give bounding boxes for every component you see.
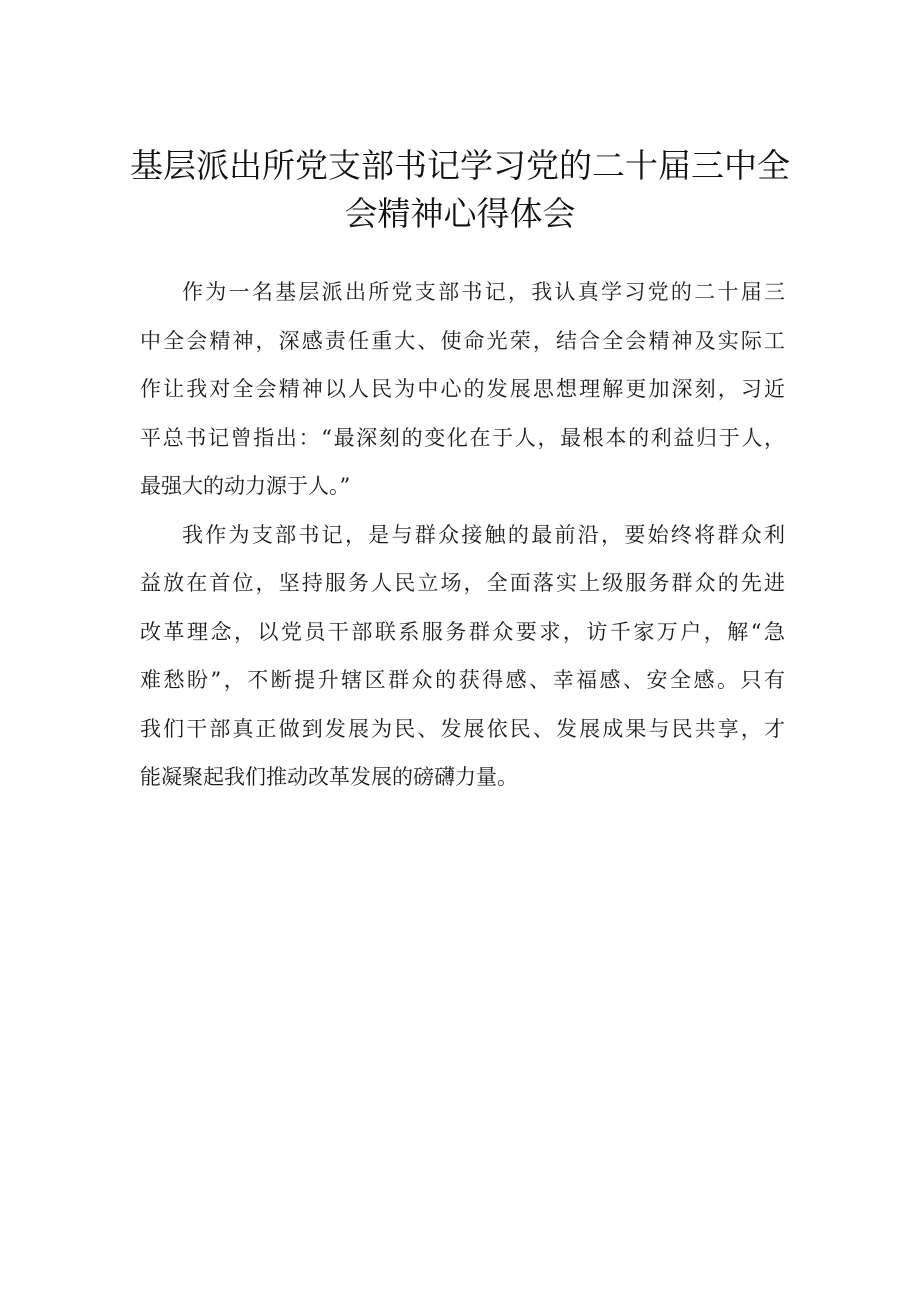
paragraph-line: 能凝聚起我们推动改革发展的磅礴力量。 (140, 765, 518, 789)
paragraph-line: 平总书记曾指出：“最深刻的变化在于人，最根本的利益归于人， (140, 425, 785, 450)
paragraph-line: 我作为支部书记，是与群众接触的最前沿，要始终将群众利 (182, 522, 785, 547)
paragraph-2 (140, 511, 785, 802)
paragraph-line: 益放在首位，坚持服务人民立场，全面落实上级服务群众的先进 (140, 571, 785, 595)
paragraph-line: 我们干部真正做到发展为民、发展依民、发展成果与民共享，才 (140, 716, 785, 741)
document-body (140, 268, 785, 802)
title-line: 会精神心得体会 (344, 194, 576, 233)
paragraph-1 (140, 268, 785, 511)
paragraph-line: 难愁盼”，不断提升辖区群众的获得感、幸福感、安全感。只有 (140, 668, 785, 692)
title-line: 基层派出所党支部书记学习党的二十届三中全 (130, 146, 790, 185)
paragraph-line: 最强大的动力源于人。” (140, 474, 351, 498)
paragraph-line: 作为一名基层派出所党支部书记，我认真学习党的二十届三 (182, 280, 785, 304)
document-title (120, 142, 800, 238)
paragraph-line: 中全会精神，深感责任重大、使命光荣，结合全会精神及实际工 (140, 328, 785, 353)
paragraph-line: 作让我对全会精神以人民为中心的发展思想理解更加深刻，习近 (140, 377, 785, 401)
paragraph-line: 改革理念，以党员干部联系服务群众要求，访千家万户，解“急 (140, 619, 785, 644)
